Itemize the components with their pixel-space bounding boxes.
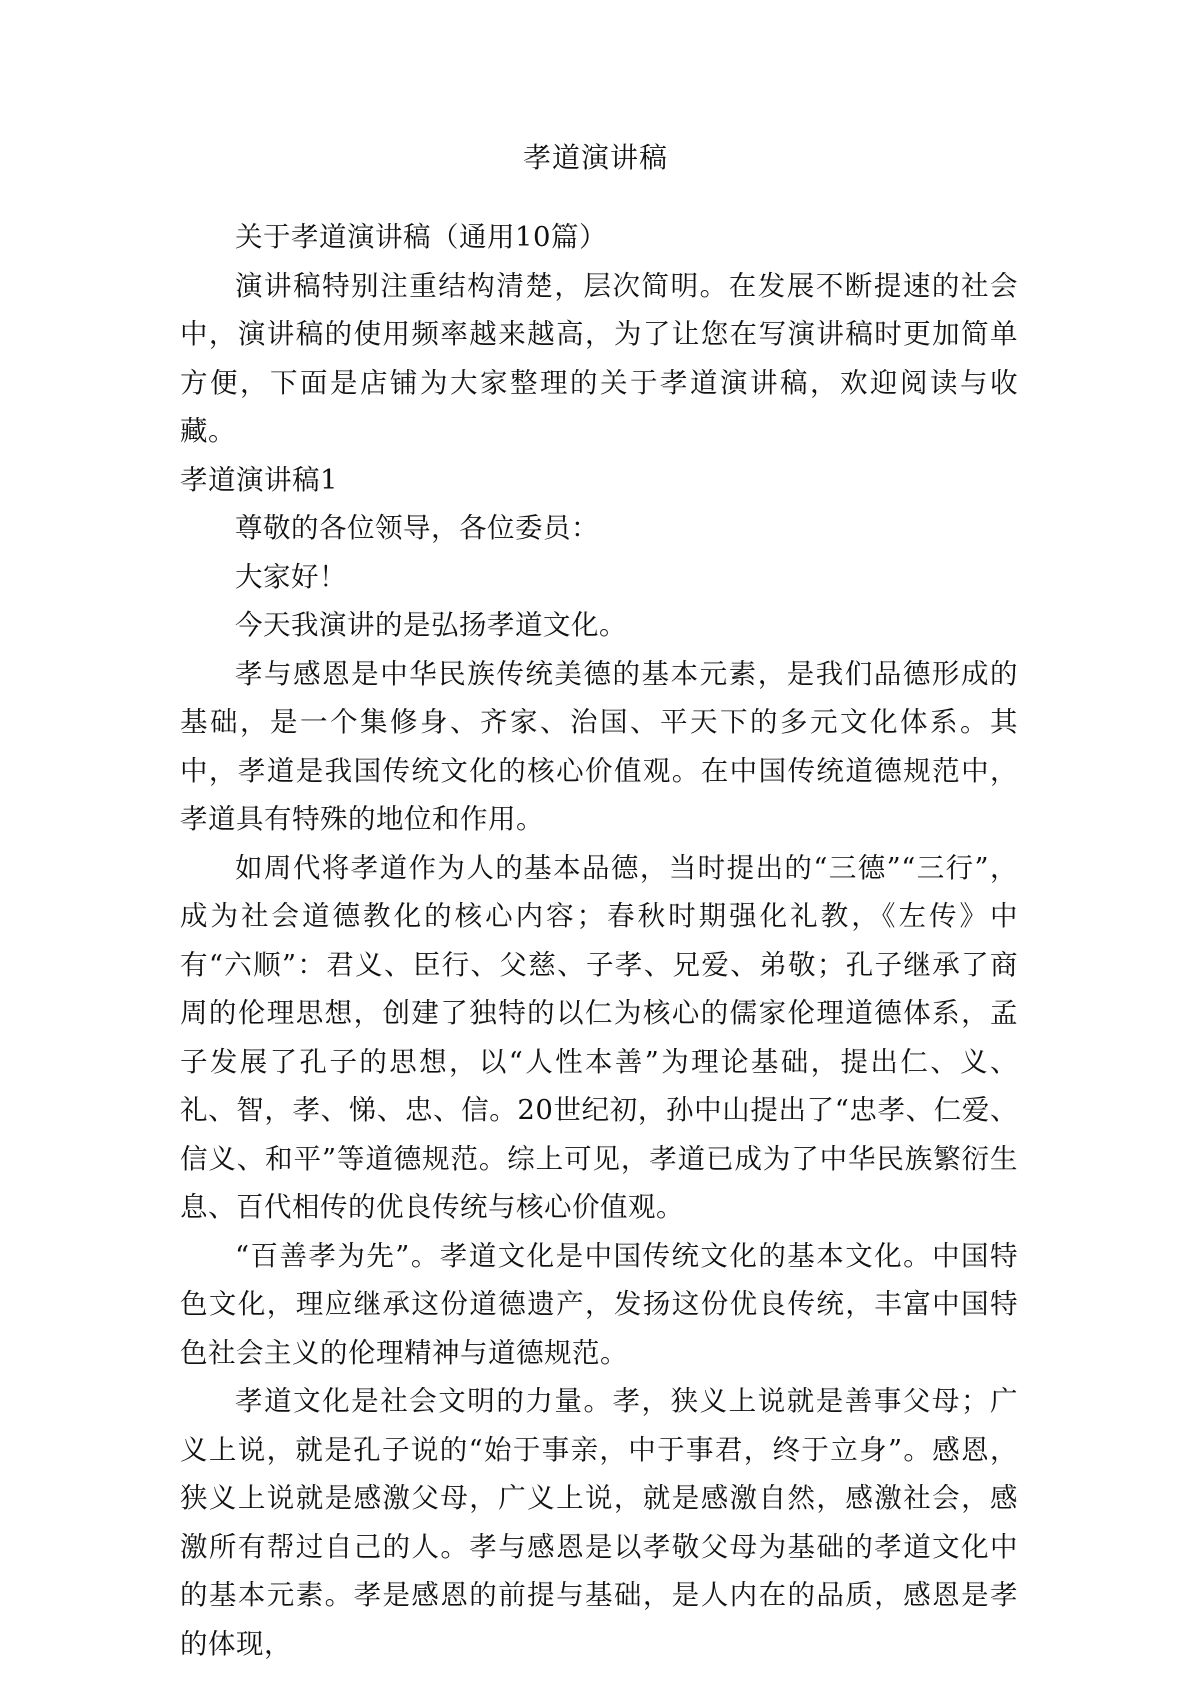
body-paragraph: 如周代将孝道作为人的基本品德，当时提出的“三德”“三行”，成为社会道德教化的核心内容；春秋时期强化礼教，《左传》中有“六顺”：君义、臣行、父慈、子孝、兄爱、弟敬；孔子继承了商周的伦理思想，创建了独特的以仁为核心的儒家伦理道德体系，孟子发展了孔子的思想，以“人性本善”为理论基础，提出仁、义、礼、智，孝、悌、忠、信。20世纪初，孙中山提出了“忠孝、仁爱、信义、和平”等道德规范。综上可见，孝道已成为了中华民族繁衍生息、百代相传的优良传统与核心价值观。	[180, 851, 1018, 1223]
document-title: 孝道演讲稿	[522, 141, 668, 174]
salutation-line: 尊敬的各位领导，各位委员：	[235, 512, 599, 544]
intro-paragraph: 演讲稿特别注重结构清楚，层次简明。在发展不断提速的社会中，演讲稿的使用频率越来越高，为了让您在写演讲稿时更加简单方便，下面是店铺为大家整理的关于孝道演讲稿，欢迎阅读与收藏。	[180, 269, 1018, 447]
body-paragraph: “百善孝为先”。孝道文化是中国传统文化的基本文化。中国特色文化，理应继承这份道德遗产，发扬这份优良传统，丰富中国特色社会主义的伦理精神与道德规范。	[180, 1239, 1018, 1369]
body-paragraph: 孝道文化是社会文明的力量。孝，狭义上说就是善事父母；广义上说，就是孔子说的“始于事亲，中于事君，终于立身”。感恩，狭义上说就是感激父母，广义上说，就是感激自然，感激社会，感激所有帮过自己的人。孝与感恩是以孝敬父母为基础的孝道文化中的基本元素。孝是感恩的前提与基础，是人内在的品质，感恩是孝的体现，	[180, 1385, 1018, 1660]
document-body	[180, 213, 1018, 1668]
document-subtitle: 关于孝道演讲稿（通用10篇）	[235, 221, 607, 253]
topic-line: 今天我演讲的是弘扬孝道文化。	[235, 609, 627, 641]
section-heading: 孝道演讲稿1	[180, 463, 338, 496]
body-paragraph: 孝与感恩是中华民族传统美德的基本元素，是我们品德形成的基础，是一个集修身、齐家、治国、平天下的多元文化体系。其中，孝道是我国传统文化的核心价值观。在中国传统道德规范中，孝道具有特殊的地位和作用。	[180, 657, 1018, 835]
greeting-line: 大家好！	[235, 560, 347, 593]
